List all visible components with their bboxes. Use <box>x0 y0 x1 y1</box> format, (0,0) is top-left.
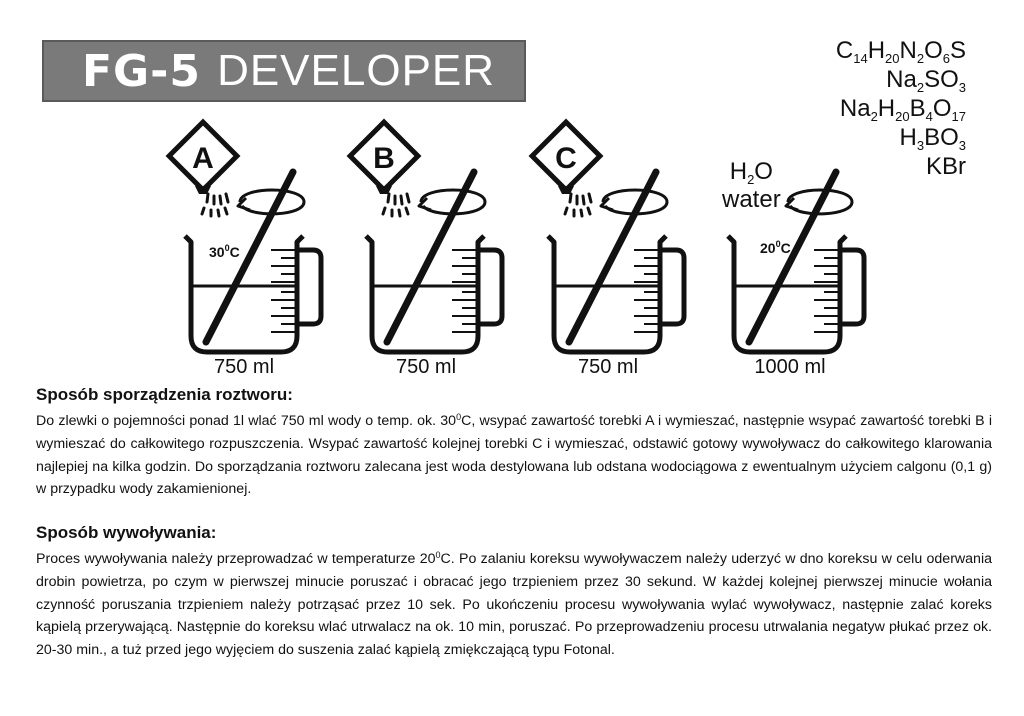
packet-b-label: B <box>373 142 395 175</box>
beakers-illustration <box>0 110 1024 380</box>
title-code: FG-5 <box>82 45 202 97</box>
formula-line: $Na_2H_{20}B_4O_{17}$ <box>839 95 966 124</box>
preparation-heading: Sposób sporządzenia roztworu: <box>36 385 293 404</box>
title-word: DEVELOPER <box>217 46 496 95</box>
water-label: $H_2O$ water <box>722 158 781 213</box>
packet-c-label: C <box>555 142 577 175</box>
volume-label-2: 750 ml <box>395 356 457 378</box>
temperature-last: $20^0C$ <box>760 239 791 256</box>
packet-a-label: A <box>192 142 214 175</box>
volume-label-4: 1000 ml <box>754 356 826 378</box>
formula-line: KBr <box>925 153 966 180</box>
development-section <box>36 522 992 662</box>
development-heading: Sposób wywoływania: <box>36 523 217 542</box>
formula-line: $C_{14}H_{20}N_2O_6S$ <box>835 37 966 66</box>
formula-line: $Na_2SO_3$ <box>886 66 966 95</box>
volume-label-1: 750 ml <box>213 356 275 378</box>
temperature-first: $30^0C$ <box>209 243 240 260</box>
formula-line: $H_3BO_3$ <box>899 124 966 153</box>
development-text: Proces wywoływania należy przeprowadzać w temperaturze $20^0C$. Po zalaniu koreksu wywoływaczem należy uderzyć w dno koreksu w celu oderwania drobin powietrza, po czym w pierwszej minucie poruszać i obracać jego trzpieniem przez 30 sekund. W każdej kolejnej pierwszej minucie wołania czynność poruszania trzpieniem należy potrząsać przez 10 sek. Po ukończeniu procesu wywoływania wylać wywoływacz, następnie zalać koreks kąpielą przerywającą. Następnie do koreksu wlać utrwalacz na ok. 10 min, poruszać. Po przeprowadzeniu procesu utrwalania negatyw płukać przez ok. 20-30 min., a tuż przed jego wyjęciem do suszenia zalać kąpielą zmiękczającą typu Fotonal. <box>36 550 992 659</box>
preparation-section <box>36 384 992 501</box>
title-banner <box>42 40 526 102</box>
volume-label-3: 750 ml <box>577 356 639 378</box>
mixing-diagram <box>0 110 1024 380</box>
preparation-text: Do zlewki o pojemności ponad 1l wlać 750 ml wody o temp. ok. $30^0C$, wsypać zawartość torebki A i wymieszać, następnie wsypać zawartość torebki B i wymieszać do całkowitego rozpuszczenia. Wsypać zawartość kolejnej torebki C i wymieszać, odstawić gotowy wywoływacz do całkowitego klarowania najlepiej na kilka godzin. Do sporządzania roztworu zalecana jest woda destylowana lub odstana wodociągowa z ewentualnym użyciem calgonu (0,1 g) w przypadku wody zakamienionej. <box>36 412 992 498</box>
